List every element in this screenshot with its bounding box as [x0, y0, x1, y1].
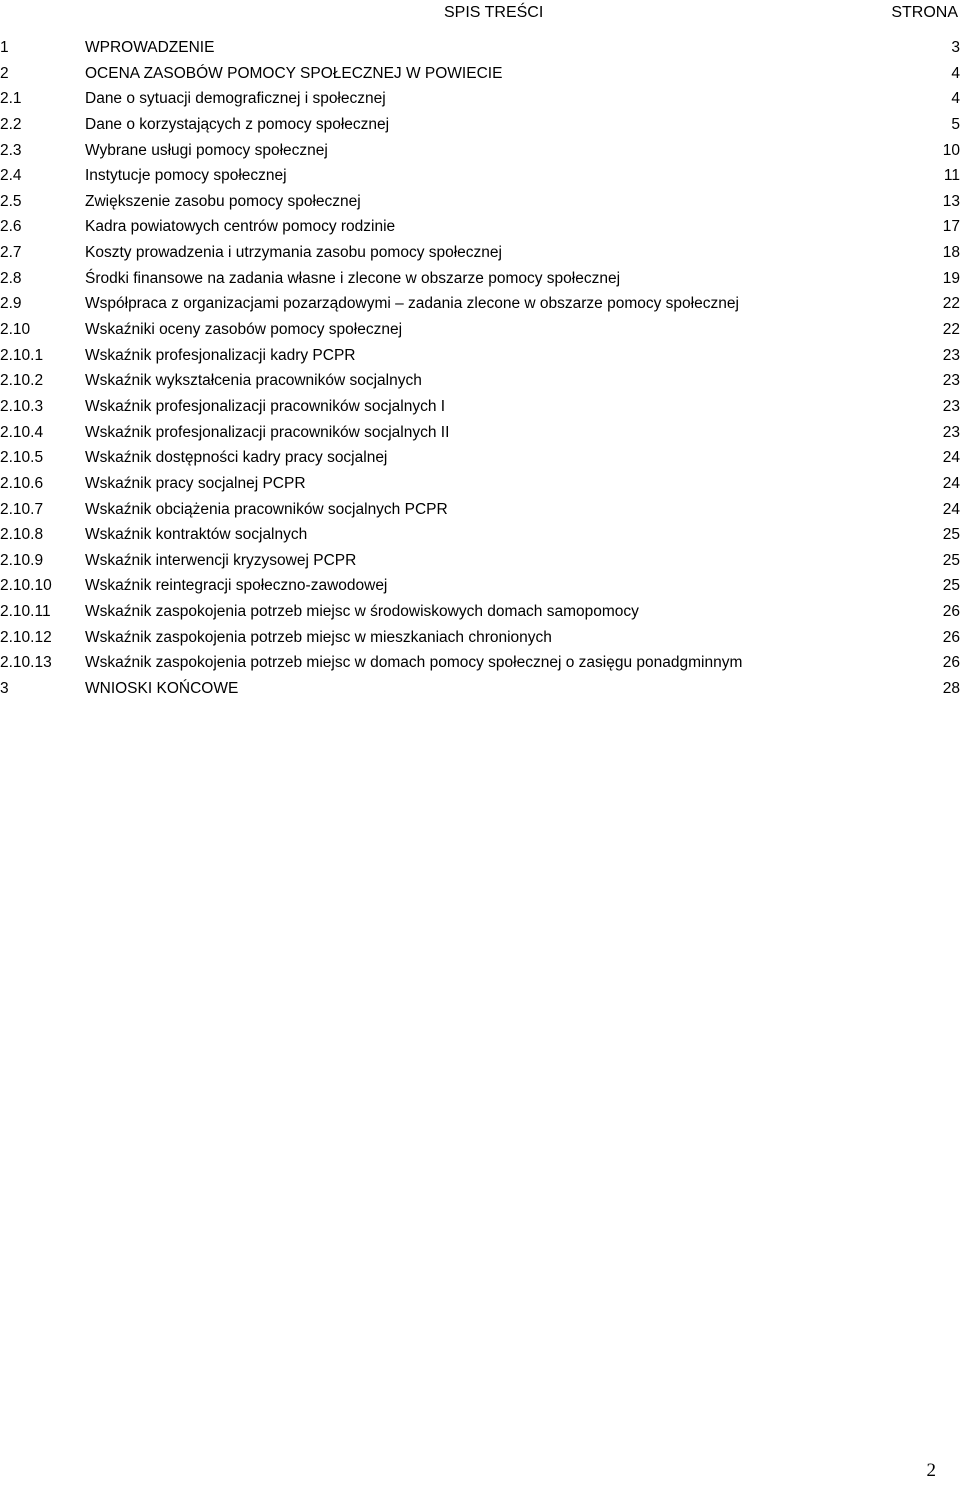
- toc-entry-page: 24: [942, 474, 960, 492]
- toc-entry-page: 23: [942, 346, 960, 364]
- page-number: 2: [926, 1460, 936, 1481]
- toc-entry-title[interactable]: Wskaźnik zaspokojenia potrzeb miejsc w środowiskowych domach samopomocy: [85, 603, 639, 621]
- toc-entry-title[interactable]: Środki finansowe na zadania własne i zlecone w obszarze pomocy społecznej: [85, 269, 621, 287]
- toc-entry[interactable]: [0, 599, 960, 625]
- toc-entry-title[interactable]: WPROWADZENIE: [85, 39, 215, 56]
- toc-entry-title[interactable]: Kadra powiatowych centrów pomocy rodzinie: [85, 218, 396, 236]
- toc-entry[interactable]: [0, 61, 960, 87]
- toc-entry-number: 2.10.4: [0, 423, 44, 441]
- toc-title: SPIS TREŚCI: [444, 4, 544, 21]
- toc-entry[interactable]: [0, 471, 960, 497]
- toc-entry-title[interactable]: Wskaźnik kontraktów socjalnych: [85, 526, 308, 544]
- toc-entry-title[interactable]: Wskaźnik zaspokojenia potrzeb miejsc w domach pomocy społecznej o zasięgu ponadgminnym: [85, 654, 743, 672]
- toc-entry[interactable]: [0, 548, 960, 574]
- toc-entry-page: 23: [942, 423, 960, 441]
- toc-entry-page: 25: [942, 526, 960, 544]
- toc-entry-page: 22: [942, 321, 960, 339]
- toc-entry-number: 2.10.8: [0, 526, 44, 544]
- toc-entry-title[interactable]: Wskaźnik reintegracji społeczno-zawodowej: [85, 577, 388, 595]
- toc-entry-title[interactable]: Wskaźnik profesjonalizacji kadry PCPR: [85, 346, 356, 364]
- toc-entry-title[interactable]: Instytucje pomocy społecznej: [85, 167, 287, 185]
- toc-entry-number: 2.6: [0, 218, 22, 236]
- toc-entry-number: 2.4: [0, 167, 22, 185]
- toc-entry-page: 28: [942, 680, 960, 698]
- toc-entry-page: 23: [942, 372, 960, 390]
- toc-entry-title[interactable]: Wskaźnik interwencji kryzysowej PCPR: [85, 551, 357, 569]
- toc-entry-number: 2: [0, 64, 9, 82]
- toc-entry-page: 10: [942, 141, 960, 159]
- toc-entry-page: 13: [942, 192, 960, 210]
- toc-entry-number: 2.7: [0, 244, 22, 262]
- toc-entry-page: 3: [951, 39, 960, 56]
- toc-entry-title[interactable]: Wskaźnik profesjonalizacji pracowników socjalnych I: [85, 397, 446, 415]
- toc-entry[interactable]: [0, 573, 960, 599]
- toc-entry[interactable]: [0, 112, 960, 138]
- toc-entry[interactable]: [0, 189, 960, 215]
- toc-entry[interactable]: [0, 650, 960, 676]
- toc-entry[interactable]: [0, 522, 960, 548]
- toc-entry-number: 3: [0, 680, 9, 698]
- toc-list: [0, 35, 960, 702]
- toc-entry-number: 2.10.9: [0, 551, 44, 569]
- toc-entry-page: 25: [942, 577, 960, 595]
- toc-page-column-header: STRONA: [891, 4, 958, 21]
- toc-entry[interactable]: [0, 497, 960, 523]
- toc-entry[interactable]: [0, 86, 960, 112]
- toc-entry-title[interactable]: Zwiększenie zasobu pomocy społecznej: [85, 192, 361, 210]
- toc-entry[interactable]: [0, 291, 960, 317]
- toc-entry-number: 2.10.12: [0, 628, 52, 646]
- toc-entry-title[interactable]: Współpraca z organizacjami pozarządowymi – zadania zlecone w obszarze pomocy społecznej: [85, 295, 739, 313]
- toc-entry-number: 2.10.1: [0, 346, 44, 364]
- toc-entry[interactable]: [0, 35, 960, 61]
- toc-entry-page: 5: [951, 115, 960, 133]
- toc-entry-page: 11: [943, 167, 960, 185]
- toc-entry-title[interactable]: Koszty prowadzenia i utrzymania zasobu pomocy społecznej: [85, 244, 502, 262]
- toc-entry-page: 4: [951, 90, 960, 108]
- toc-header: [0, 2, 960, 24]
- toc-entry[interactable]: [0, 266, 960, 292]
- toc-entry-title[interactable]: Wskaźnik pracy socjalnej PCPR: [85, 474, 306, 492]
- toc-entry[interactable]: [0, 240, 960, 266]
- toc-entry[interactable]: [0, 420, 960, 446]
- toc-entry[interactable]: [0, 343, 960, 369]
- toc-entry-number: 2.10.2: [0, 372, 44, 390]
- toc-entry-page: 24: [942, 449, 960, 467]
- toc-entry[interactable]: [0, 625, 960, 651]
- toc-entry-number: 2.9: [0, 295, 22, 313]
- toc-entry-title[interactable]: OCENA ZASOBÓW POMOCY SPOŁECZNEJ W POWIECIE: [85, 64, 503, 82]
- toc-entry-number: 2.2: [0, 115, 22, 133]
- toc-entry-number: 2.10.13: [0, 654, 52, 672]
- toc-entry-title[interactable]: Wskaźnik profesjonalizacji pracowników socjalnych II: [85, 423, 450, 441]
- toc-entry-page: 19: [942, 269, 960, 287]
- toc-entry-number: 2.5: [0, 192, 22, 210]
- toc-entry-page: 22: [942, 295, 960, 313]
- toc-entry-number: 2.10: [0, 321, 31, 339]
- toc-entry-number: 2.10.10: [0, 577, 52, 595]
- toc-entry-title[interactable]: WNIOSKI KOŃCOWE: [85, 680, 239, 698]
- toc-entry[interactable]: [0, 317, 960, 343]
- toc-entry[interactable]: [0, 138, 960, 164]
- toc-entry-page: 4: [951, 64, 960, 82]
- toc-entry-number: 2.3: [0, 141, 22, 159]
- toc-entry-title[interactable]: Wskaźnik wykształcenia pracowników socjalnych: [85, 372, 422, 390]
- toc-entry-title[interactable]: Dane o korzystających z pomocy społecznej: [85, 115, 390, 133]
- toc-entry-page: 23: [942, 397, 960, 415]
- toc-entry-title[interactable]: Wskaźnik obciążenia pracowników socjalnych PCPR: [85, 500, 448, 518]
- toc-entry-page: 24: [942, 500, 960, 518]
- toc-entry-page: 18: [942, 244, 960, 262]
- toc-entry-number: 2.8: [0, 269, 22, 287]
- toc-entry[interactable]: [0, 214, 960, 240]
- toc-entry[interactable]: [0, 394, 960, 420]
- toc-entry-number: 2.10.7: [0, 500, 44, 518]
- toc-entry-page: 26: [942, 654, 960, 672]
- toc-entry-number: 1: [0, 39, 9, 56]
- toc-entry-title[interactable]: Wskaźniki oceny zasobów pomocy społecznej: [85, 321, 403, 339]
- toc-entry-number: 2.10.6: [0, 474, 44, 492]
- toc-entry[interactable]: [0, 163, 960, 189]
- toc-entry-title[interactable]: Wskaźnik dostępności kadry pracy socjalnej: [85, 449, 388, 467]
- toc-entry-page: 26: [942, 628, 960, 646]
- toc-entry[interactable]: [0, 445, 960, 471]
- toc-entry[interactable]: [0, 676, 960, 702]
- toc-entry-number: 2.10.11: [0, 603, 51, 621]
- toc-entry-title[interactable]: Dane o sytuacji demograficznej i społecznej: [85, 90, 386, 108]
- toc-entry-number: 2.10.3: [0, 397, 44, 415]
- toc-entry-page: 17: [942, 218, 960, 236]
- toc-entry-number: 2.1: [0, 90, 22, 108]
- toc-entry-page: 26: [942, 603, 960, 621]
- toc-entry-title[interactable]: Wskaźnik zaspokojenia potrzeb miejsc w mieszkaniach chronionych: [85, 628, 552, 646]
- toc-entry[interactable]: [0, 368, 960, 394]
- toc-entry-number: 2.10.5: [0, 449, 44, 467]
- toc-entry-title[interactable]: Wybrane usługi pomocy społecznej: [85, 141, 328, 159]
- toc-entry-page: 25: [942, 551, 960, 569]
